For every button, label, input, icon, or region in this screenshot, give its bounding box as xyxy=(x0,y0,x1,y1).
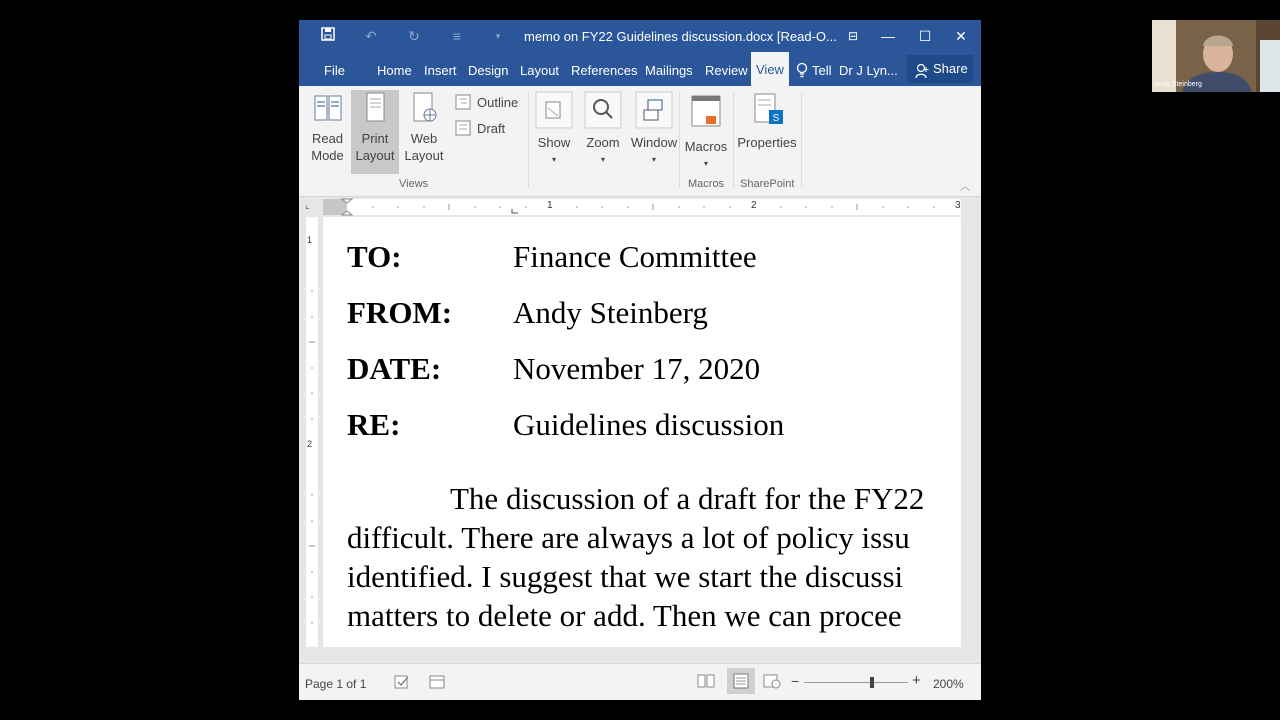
vertical-ruler-scale xyxy=(299,217,323,647)
horizontal-ruler[interactable] xyxy=(299,197,981,217)
group-divider xyxy=(528,92,529,188)
vertical-ruler-mark: 1 xyxy=(307,235,313,245)
tab-mailings[interactable]: Mailings xyxy=(645,63,693,78)
accessibility-icon[interactable] xyxy=(429,674,445,693)
participant-name: Andy Steinberg xyxy=(1154,81,1202,88)
date-value: November 17, 2020 xyxy=(513,351,761,386)
tab-selector-icon[interactable]: ⌞ xyxy=(305,200,310,211)
tab-design[interactable]: Design xyxy=(468,63,509,78)
tell-me-search[interactable]: Tell xyxy=(812,63,832,78)
tab-home[interactable]: Home xyxy=(377,63,412,78)
from-label: FROM: xyxy=(347,295,453,330)
print-layout-button[interactable] xyxy=(351,90,399,174)
window-icon xyxy=(634,90,674,130)
zoom-in-icon[interactable]: + xyxy=(912,672,921,689)
window-label: Window xyxy=(630,135,678,150)
group-divider xyxy=(801,92,802,188)
collapse-ribbon-icon[interactable]: ︿ xyxy=(960,182,970,193)
tab-file[interactable]: File xyxy=(324,63,345,78)
re-label: RE: xyxy=(347,407,401,442)
print-layout-view-icon[interactable] xyxy=(727,668,755,694)
macros-button[interactable] xyxy=(683,90,729,174)
vertical-ruler[interactable] xyxy=(299,217,323,647)
to-value: Finance Committee xyxy=(513,239,757,274)
body-line: identified. I suggest that we start the discussi xyxy=(347,559,904,594)
redo-icon[interactable]: ↻ xyxy=(408,28,420,44)
maximize-button[interactable]: ☐ xyxy=(918,28,932,44)
date-label: DATE: xyxy=(347,351,442,386)
proofing-icon[interactable] xyxy=(394,674,410,693)
window-title: memo on FY22 Guidelines discussion.docx [Read-O... xyxy=(524,29,837,44)
status-bar xyxy=(299,663,981,700)
zoom-percent[interactable]: 200% xyxy=(933,677,964,691)
ribbon xyxy=(299,86,981,197)
ruler-mark: 2 xyxy=(751,200,757,211)
user-account[interactable]: Dr J Lyn... xyxy=(839,63,898,78)
ribbon-tabs xyxy=(299,52,981,86)
print-layout-icon xyxy=(359,90,391,126)
tab-insert[interactable]: Insert xyxy=(424,63,457,78)
share-label: Share xyxy=(933,61,968,76)
show-icon xyxy=(534,90,574,130)
draft-button[interactable] xyxy=(455,120,525,138)
read-mode-icon xyxy=(312,90,344,126)
re-value: Guidelines discussion xyxy=(513,407,785,442)
macros-label: Macros xyxy=(684,139,728,154)
undo-icon[interactable]: ↶ xyxy=(365,28,377,44)
ribbon-display-options-icon[interactable]: ⊟ xyxy=(847,29,859,43)
zoom-button[interactable] xyxy=(581,90,625,174)
group-divider xyxy=(679,92,680,188)
tab-review[interactable]: Review xyxy=(705,63,748,78)
webcam-thumbnail xyxy=(1152,20,1280,92)
macros-group-label: Macros xyxy=(688,178,725,190)
to-label: TO: xyxy=(347,239,402,274)
show-chevron-down-icon: ▾ xyxy=(551,155,556,164)
show-label: Show xyxy=(537,135,571,150)
properties-label: Properties xyxy=(737,135,797,150)
touch-mode-icon[interactable]: ≡ xyxy=(452,28,462,44)
views-group-label: Views xyxy=(399,178,429,190)
outline-icon xyxy=(455,94,471,114)
zoom-chevron-down-icon: ▾ xyxy=(600,155,605,164)
word-window xyxy=(299,20,981,700)
web-layout-view-icon[interactable] xyxy=(763,673,781,692)
read-mode-label: Read Mode xyxy=(311,131,344,163)
vertical-ruler-mark: 2 xyxy=(307,439,313,449)
tab-layout[interactable]: Layout xyxy=(520,63,560,78)
customize-toolbar-icon[interactable]: ▾ xyxy=(495,31,501,41)
read-mode-view-icon[interactable] xyxy=(697,673,715,692)
document-page[interactable] xyxy=(323,217,961,647)
print-layout-label: Print Layout xyxy=(355,131,395,163)
zoom-slider[interactable] xyxy=(804,682,908,683)
body-line: The discussion of a draft for the FY22 xyxy=(450,481,925,516)
outline-button[interactable] xyxy=(455,94,525,112)
title-bar xyxy=(299,20,981,52)
tab-references[interactable]: References xyxy=(571,63,638,78)
from-value: Andy Steinberg xyxy=(513,295,708,330)
macros-icon xyxy=(686,90,726,134)
zoom-label: Zoom xyxy=(586,135,620,150)
tab-view[interactable]: View xyxy=(751,52,789,86)
person-icon xyxy=(915,61,929,89)
properties-icon xyxy=(747,90,787,130)
magnifier-icon xyxy=(583,90,623,130)
close-button[interactable]: ✕ xyxy=(955,28,967,44)
body-line: matters to delete or add. Then we can procee xyxy=(347,598,902,633)
sharepoint-group-label: SharePoint xyxy=(740,178,795,190)
ruler-mark: 1 xyxy=(547,200,553,211)
body-line: difficult. There are always a lot of policy issu xyxy=(347,520,910,555)
macros-chevron-down-icon: ▾ xyxy=(703,159,708,168)
page-count[interactable]: Page 1 of 1 xyxy=(305,677,367,691)
minimize-button[interactable]: — xyxy=(881,28,895,44)
share-button[interactable] xyxy=(907,55,973,83)
web-layout-label: Web Layout xyxy=(404,131,444,163)
group-divider xyxy=(733,92,734,188)
ruler-mark: 3 xyxy=(955,200,961,211)
svg-text:S: S xyxy=(772,113,780,124)
draft-label: Draft xyxy=(477,121,506,136)
zoom-out-icon[interactable]: − xyxy=(791,673,800,689)
web-layout-button[interactable] xyxy=(400,90,448,170)
window-chevron-down-icon: ▾ xyxy=(651,155,656,164)
lightbulb-icon xyxy=(796,62,808,81)
properties-button[interactable] xyxy=(736,90,798,170)
zoom-slider-thumb[interactable] xyxy=(870,677,874,688)
draft-icon xyxy=(455,120,471,140)
outline-label: Outline xyxy=(477,95,519,110)
window-button[interactable] xyxy=(628,90,680,174)
read-mode-button[interactable] xyxy=(305,90,350,170)
save-icon[interactable] xyxy=(317,26,339,46)
show-button[interactable] xyxy=(532,90,576,174)
ruler-scale xyxy=(299,197,981,217)
web-layout-icon xyxy=(408,90,440,126)
